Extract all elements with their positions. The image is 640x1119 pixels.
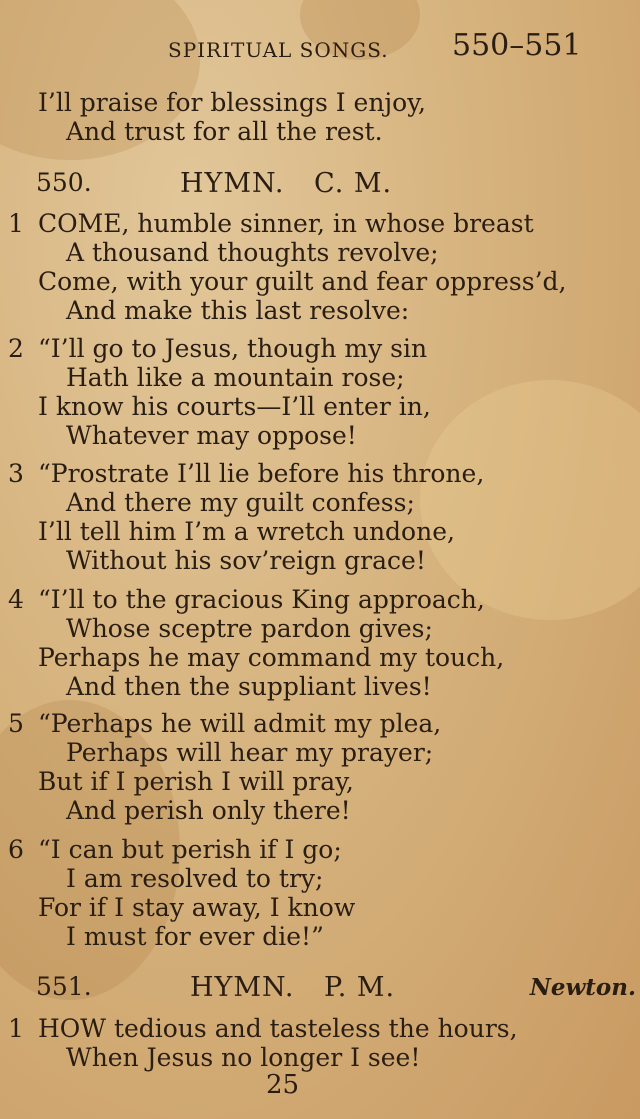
verse-number: 5 bbox=[8, 709, 24, 738]
verse-line: “I’ll go to Jesus, though my sin bbox=[38, 334, 428, 363]
verse-line: Hath like a mountain rose; bbox=[66, 363, 405, 392]
verse-number: 2 bbox=[8, 334, 24, 363]
hymn-title: HYMN. bbox=[180, 168, 285, 199]
verse-number: 6 bbox=[8, 835, 24, 864]
hymn-meter: C. M. bbox=[314, 168, 393, 199]
verse-line: And make this last resolve: bbox=[66, 296, 410, 325]
verse-number: 1 bbox=[8, 1014, 24, 1043]
verse-line: Perhaps he may command my touch, bbox=[38, 643, 505, 672]
signature-mark: 25 bbox=[266, 1070, 300, 1100]
hymn-author: Newton. bbox=[529, 974, 636, 1001]
verse-line: I know his courts—I’ll enter in, bbox=[38, 392, 431, 421]
verse-number: 3 bbox=[8, 459, 24, 488]
verse-line: Perhaps will hear my prayer; bbox=[66, 738, 434, 767]
verse-line: For if I stay away, I know bbox=[38, 893, 356, 922]
hymn-number: 550. bbox=[36, 168, 92, 197]
verse-line: Whatever may oppose! bbox=[66, 421, 357, 450]
hymn-number: 551. bbox=[36, 972, 92, 1001]
carryover-line: I’ll praise for blessings I enjoy, bbox=[38, 88, 426, 117]
running-title: SPIRITUAL SONGS. bbox=[168, 38, 389, 62]
verse-line: I must for ever die!” bbox=[66, 922, 324, 951]
running-header bbox=[0, 28, 640, 68]
hymn-meter: P. M. bbox=[324, 972, 396, 1003]
verse-line: And there my guilt confess; bbox=[66, 488, 415, 517]
hymn-551-heading bbox=[36, 972, 636, 1004]
verse-line: Whose sceptre pardon gives; bbox=[66, 614, 433, 643]
carryover-line: And trust for all the rest. bbox=[66, 117, 383, 146]
verse-line: HOW tedious and tasteless the hours, bbox=[38, 1014, 518, 1043]
verse-line: A thousand thoughts revolve; bbox=[66, 238, 439, 267]
verse-line: I’ll tell him I’m a wretch undone, bbox=[38, 517, 455, 546]
verse-line: COME, humble sinner, in whose breast bbox=[38, 209, 534, 238]
verse-line: “Perhaps he will admit my plea, bbox=[38, 709, 442, 738]
verse-line: Without his sov’reign grace! bbox=[66, 546, 426, 575]
verse-line: Come, with your guilt and fear oppress’d, bbox=[38, 267, 567, 296]
verse-line: “I’ll to the gracious King approach, bbox=[38, 585, 485, 614]
verse-line: And perish only there! bbox=[66, 796, 351, 825]
verse-line: When Jesus no longer I see! bbox=[66, 1043, 421, 1072]
hymn-550-heading bbox=[36, 168, 636, 200]
verse-number: 4 bbox=[8, 585, 24, 614]
verse-number: 1 bbox=[8, 209, 24, 238]
verse-line: But if I perish I will pray, bbox=[38, 767, 354, 796]
verse-line: And then the suppliant lives! bbox=[66, 672, 432, 701]
verse-line: “I can but perish if I go; bbox=[38, 835, 342, 864]
page-range: 550–551 bbox=[452, 28, 582, 63]
verse-line: I am resolved to try; bbox=[66, 864, 324, 893]
verse-line: “Prostrate I’ll lie before his throne, bbox=[38, 459, 485, 488]
hymn-title: HYMN. bbox=[190, 972, 295, 1003]
